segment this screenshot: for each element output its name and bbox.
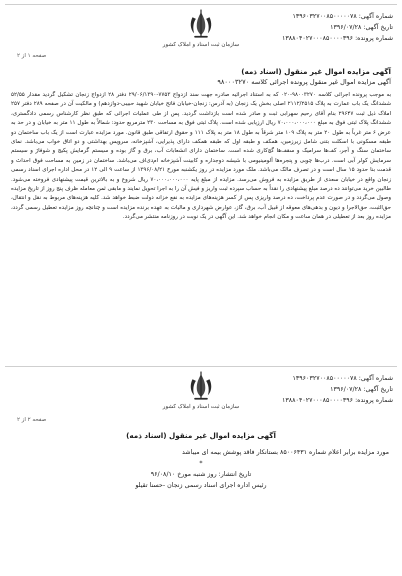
file-number: شماره پرونده: ۱۳۸۸۰۴۰۲۷۰۰۰۸۵۰۰۰۰۳۹۶ [282, 397, 393, 404]
notice-meta [282, 11, 393, 44]
publish-date: تاریخ انتشار: روز شنبه مورخ ۹۶/۰۸/۱۰ [150, 471, 252, 478]
file-number: شماره پرونده: ۱۳۸۸۰۴۰۲۷۰۰۰۸۵۰۰۰۰۳۹۶ [282, 35, 393, 42]
emblem-icon [184, 369, 218, 403]
page-label: صفحه ۱ از ۲ [17, 53, 47, 59]
notice-header [5, 5, 397, 63]
emblem [156, 369, 246, 410]
signatory: رئیس اداره اجرای اسناد رسمی زنجان -حسنا تقیلو [135, 482, 267, 489]
auction-notice-page-1 [5, 4, 397, 360]
org-name: سازمان ثبت اسناد و املاک کشور [162, 404, 240, 410]
org-name: سازمان ثبت اسناد و املاک کشور [162, 42, 240, 48]
notice-number: شماره آگهی: ۱۳۹۶۰۳۲۷۰۰۸۵۰۰۰۰۰۷۸ [292, 375, 393, 382]
emblem [156, 7, 246, 48]
notice-number: شماره آگهی: ۱۳۹۶۰۳۲۷۰۰۸۵۰۰۰۰۰۷۸ [292, 13, 393, 20]
page-label: صفحه ۲ از ۲ [17, 417, 47, 423]
notice-title: آگهی مزایده اموال غیر منقول (اسناد ذمه) [241, 67, 391, 76]
notice-body: به موجب پرونده اجرائی کلاسه ۹۸۰۰۳۲۷۰-۰۲۰ که به استناد اجرائیه صادره جهت سند ازدواج ۷۷۵۳-۲۹/۰۶/۱۳۹۰ دفتر ۲۸ ازدواج زنجان تشکیل گردید مقدار ۵۲/۵۵ ششدانگ یک باب عمارت به پلاک ۲۱۱۲/۲۵۱۵ اصلی بخش یک زنجان (به آدرس: زنجان-خیابان فاتح خیابان شهید حبیبی-دوازدهم) و مالکیت آن در صفحه ۲۸۹ دفتر ۲۵۷ املاک ذیل ثبت ۲۹۶۴۷ بنام آقای رحیم سهرابی ثبت و صادر شده است بازداشت گردید. پس از طی عملیات اجرائی که طبق نظر کارشناس رسمی دادگستری، ششدانگ پلاک ثبتی فوق به مبلغ ۷۰،۰۰۰،۰۰۰،۰۰۰ ریال ارزیابی شده است. پلاک ثبتی فوق به مساحت ۲۳۰ مترمربع حدود: شمالاً به طول ۱۱ متر به خیابان و در حد به عرض ۶ متر غرباً به طول ۲۰ متر به پلاک ۱۰۹ متر شرقاً به طول ۱۸ متر به پلاک ۱۱۱ و حقوق ارتفاقی طبق قانون. مورد مزایده عبارت است از یک باب ساختمان دو طبقه مسکونی با اسکلت بتنی شامل زیرزمین، همکف و طبقه اول که طبقه همکف دارای پذیرایی، آشپزخانه، سرویس بهداشتی و دو اتاق خواب می‌باشد. نمای ساختمان سنگ و آجر، کف‌ها سرامیک و سقف‌ها گچ‌کاری شده است. ساختمان دارای انشعابات آب، برق و گاز بوده و سیستم گرمایش پکیج و شوفاژ و سیستم سرمایش کولر آبی است. درب‌ها چوبی و پنجره‌ها آلومینیومی با شیشه دوجداره و کابینت آشپزخانه ام‌دی‌اف می‌باشد. ساختمان در زمین به مساحت فوق احداث و قدمت بنا حدود ۱۵ سال است و در تصرف مالک می‌باشد. ملک مورد مزایده در روز یکشنبه مورخ ۱۳۹۶/۰۸/۲۱ از ساعت ۹ الی ۱۲ در محل اداره اجرای اسناد رسمی زنجان واقع در خیابان سعدی از طریق مزایده به فروش می‌رسد. مزایده از مبلغ پایه ۷۰،۰۰۰،۰۰۰،۰۰۰ ریال شروع و به بالاترین قیمت پیشنهادی فروخته می‌شود. طالبین خرید می‌توانند ده درصد مبلغ پیشنهادی را نقداً به حساب سپرده ثبت واریز و فیش آن را به اجرا تحویل نمایند و مابقی ثمن معامله ظرف پنج روز از تاریخ مزایده وصول می‌گردد و در صورت عدم پرداخت، ده درصد واریزی پس از کسر هزینه‌های مزایده به نفع خزانه دولت ضبط خواهد شد. کلیه هزینه‌های مربوط به نقل و انتقال، حق‌الثبت، حق‌الاجرا و دیون و بدهی‌های معوقه از قبیل آب، برق، گاز، عوارض شهرداری و مالیات به عهده برنده مزایده است و چنانچه روز مزایده تعطیل رسمی گردد، مزایده روز بعد از تعطیلی در همان ساعت و مکان انجام خواهد شد. این آگهی در یک نوبت در روزنامه منتشر می‌گردد. [11, 92, 391, 221]
notice-header [5, 367, 397, 429]
notice-date: تاریخ آگهی: ۱۳۹۶/۰۷/۲۸ [330, 386, 393, 393]
notice-subtitle: آگهی مزایده اموال غیر منقول پرونده اجرائی کلاسه ۹۸۰۰۰۳۲۷۰ [217, 78, 391, 86]
notice-title: آگهی مزایده اموال غیر منقول (اسناد ذمه) [126, 431, 276, 440]
notice-date: تاریخ آگهی: ۱۳۹۶/۰۷/۲۸ [330, 24, 393, 31]
emblem-icon [184, 7, 218, 41]
insurance-note: مورد مزایده برابر اعلام شماره ۸۵۰۰۶۴۳۱ بستانکار فاقد پوشش بیمه ای میباشد [181, 449, 389, 456]
auction-notice-page-2 [5, 366, 397, 573]
separator-star: * [199, 460, 203, 467]
notice-meta [282, 373, 393, 406]
